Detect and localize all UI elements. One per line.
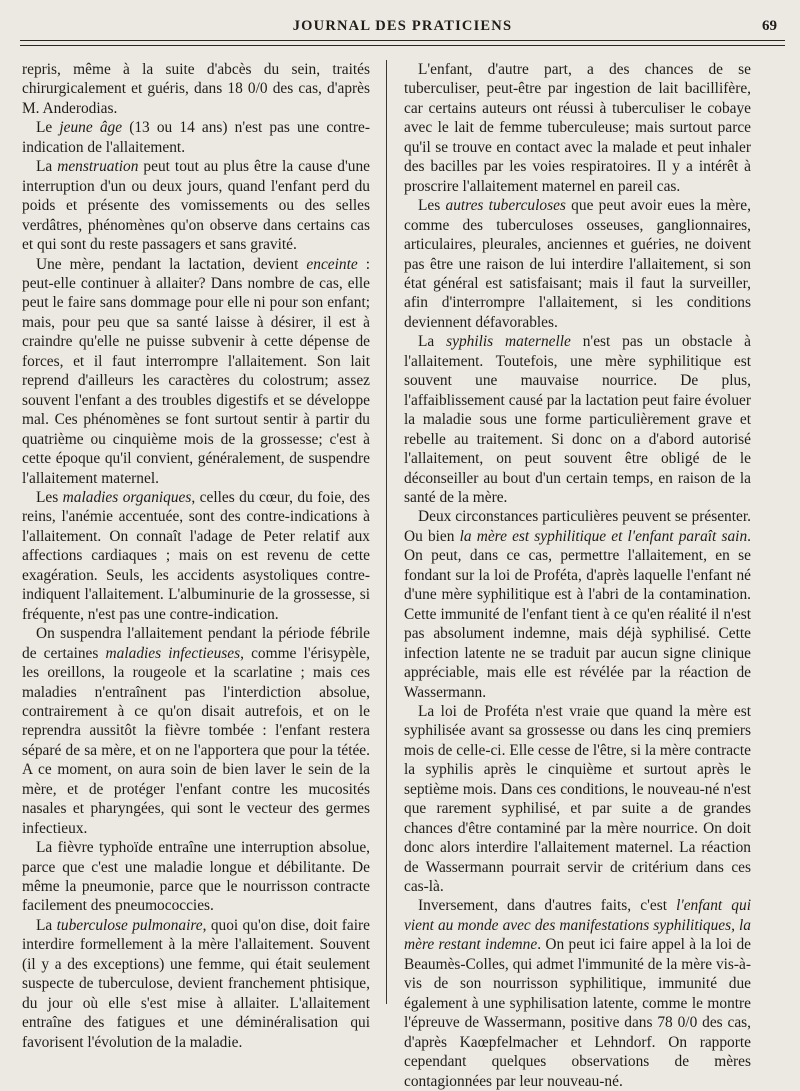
emphasis-text: syphilis maternelle — [446, 333, 571, 351]
emphasis-text: autres tuberculoses — [445, 197, 566, 215]
column-divider — [386, 60, 387, 1004]
emphasis-text: la mère est syphilitique et l'enfant paraît sain — [459, 527, 748, 545]
paragraph-text: : peut-elle continuer à allaiter? Dans nombre de cas, elle peut le faire sans dommage pour elle ni pour son enfant; mais, pour peu que sa santé laisse à désirer, il est à craindre qu'elle ne puisse subvenir à cette dépense de forces, et il faut interrompre l'allaitement. Son lait reprend d'ailleurs les caractères du colostrum; assez souvent l'enfant a des troubles digestifs et se développe mal. Ces phénomènes se font surtout sentir à partir du quatrième ou cinquième mois de la grossesse; c'est à cette époque qu'il convient, généralement, de suspendre l'allaitement maternel. — [22, 255, 371, 487]
paragraph-text: Les — [418, 197, 446, 215]
emphasis-text: maladies infectieuses — [105, 644, 241, 662]
emphasis-text: maladies organiques — [62, 488, 192, 506]
paragraph — [404, 332, 751, 507]
paragraph — [22, 624, 370, 838]
paragraph-text: , quoi qu'on dise, doit faire interdire formellement à la mère l'allaitement. Souvent (il y a des exceptions) une femme, qui était seulement suspecte de tuberculose, devient franchement phtisique, du jour où elle s'est mise à allaiter. L'allaitement entraîne des fatigues et une déminéralisation qui favorisent l'évolution de la maladie. — [22, 916, 370, 1051]
paragraph-text: La fièvre typhoïde entraîne une interruption absolue, parce que c'est une maladie longue et débilitante. De même la pneumonie, parce que le nourrisson contracte facilement des pneumococcies. — [22, 839, 370, 915]
paragraph — [22, 118, 370, 157]
emphasis-text: jeune âge — [59, 119, 123, 137]
paragraph — [22, 838, 370, 916]
paragraph — [22, 157, 370, 254]
paragraph — [22, 60, 370, 118]
paragraph — [22, 916, 370, 1052]
paragraph-text: , comme l'érisypèle, les oreillons, la rougeole et la scarlatine ; mais ces maladies n'entraînent pas l'interdiction absolue, contrairement à ce qu'on disait autrefois, et on le reprendra aussitôt la fièvre tombée : l'enfant restera séparé de sa mère, et on ne l'apportera que pour la tétée. A ce moment, on aura soin de bien laver le sein de la mère, et de protéger l'enfant contre les mucosités nasales et pharyngées, qui sont le vecteur des germes infectieux. — [22, 644, 370, 837]
paragraph-text: . On peut, dans ce cas, permettre l'allaitement, en se fondant sur la loi de Proféta, d'après laquelle l'enfant né d'une mère syphilitique est à l'abri de la contamination. Cette immunité de l'enfant tient à ce qu'en réalité il n'est pas absolument indemne, mais déjà syphilisé. Cette infection latente ne se traduit par aucun signe clinique appréciable, mais elle est révélée par la réaction de Wassermann. — [404, 527, 751, 701]
paragraph — [404, 60, 751, 196]
emphasis-text: tuberculose pulmonaire — [56, 916, 203, 934]
emphasis-text: enceinte — [306, 255, 358, 273]
emphasis-text: l'enfant qui vient au monde avec des manifestations syphilitiques, la mère restant indemne — [404, 897, 751, 954]
paragraph — [404, 196, 751, 332]
right-column — [404, 60, 751, 1091]
paragraph-text: La — [36, 916, 57, 934]
paragraph-text: peut tout au plus être la cause d'une interruption d'un ou deux jours, quand l'enfant perd du poids et présente des vomissements ou des selles verdâtres, phénomènes qu'on observe dans certains cas et qui sont du reste passagers et sans gravité. — [22, 158, 370, 254]
page-number: 69 — [762, 18, 777, 34]
paragraph-text: n'est pas un obstacle à l'allaitement. Toutefois, une mère syphilitique est souvent une mauvaise nourrice. De plus, l'affaiblissement causé par la lactation peut faire évoluer la maladie sous une forme particulièrement grave et rebelle au traitement. Si donc on a d'abord autorisé l'allaitement, on peut souvent être obligé de le déconseiller au bout d'un certain temps, en raison de la santé de la mère. — [404, 333, 751, 506]
paragraph — [404, 507, 751, 702]
paragraph-text: La — [36, 158, 58, 176]
paragraph-text: repris, même à la suite d'abcès du sein, traités chirurgicalement et guéris, dans 18 0/0 des cas, d'après M. Anderodias. — [22, 61, 370, 117]
paragraph-text: La — [418, 333, 447, 351]
paragraph-text: La loi de Proféta n'est vraie que quand la mère est syphilisée avant sa grossesse ou dans les cinq premiers mois de celle-ci. Elle cesse de l'être, si la mère contracte la syphilis après le cinquième et surtout après le septième mois. Dans ces conditions, le nouveau-né n'est que rarement syphilisé, et par suite a de grandes chances d'être contaminé par la mère nourrice. On doit donc alors interdire l'allaitement maternel. La réaction de Wassermann pourrait servir de critérium dans ces cas-là. — [404, 702, 751, 896]
paragraph-text: L'enfant, d'autre part, a des chances de se tuberculiser, peut-être par ingestion de lait bacillifère, car certains auteurs ont réussi à tuberculiser le cobaye avec le lait de femme tuberculeuse; mais surtout parce qu'il se trouve en contact avec la malade et peut inhaler des bacilles par les voies respiratoires. Il y a intérêt à proscrire l'allaitement maternel en pareil cas. — [404, 61, 751, 195]
paragraph-text: . On peut ici faire appel à la loi de Beaumès-Colles, qui admet l'immunité de la mère vis-à-vis de son nourrisson syphilitique, immunité due également à une syphilisation latente, comme le montre l'épreuve de Wassermann, positive dans 78 0/0 des cas, d'après Kaœpfelmacher et Lehndorf. On rapporte cependant quelques observations de mères contagionnées par leur nouveau-né. — [404, 936, 751, 1090]
header-rule — [20, 45, 785, 46]
paragraph — [404, 896, 751, 1091]
left-column — [22, 60, 370, 1052]
paragraph-text: Deux circonstances particulières peuvent se présenter. Ou bien — [404, 508, 751, 545]
paragraph — [22, 488, 370, 624]
paragraph-text: Le — [36, 119, 60, 137]
paragraph-text: que peut avoir eues la mère, comme des tuberculoses osseuses, ganglionnaires, articulaires, pleurales, anciennes et guéries, ne doivent pas être une raison de lui interdire l'allaitement, si son état général est satisfaisant; mais il faut la surveiller, afin d'interrompre l'allaitement, si les conditions deviennent défavorables. — [404, 197, 751, 331]
paragraph-text: (13 ou 14 ans) n'est pas une contre-indication de l'allaitement. — [22, 119, 370, 156]
paragraph — [22, 255, 370, 488]
emphasis-text: menstruation — [57, 158, 139, 176]
running-header — [20, 18, 785, 41]
paragraph — [404, 702, 751, 897]
paragraph-text: Une mère, pendant la lactation, devient — [36, 255, 307, 273]
paragraph-text: , celles du cœur, du foie, des reins, l'anémie accentuée, sont des contre-indications à l'allaitement. On connaît l'adage de Peter relatif aux affections cardiaques ; mais on est revenu de cette exagération. Seuls, les accidents asystoliques contre-indiquent l'allaitement. L'albuminurie de la grossesse, si fréquente, n'est pas une contre-indication. — [22, 488, 370, 623]
journal-title: JOURNAL DES PRATICIENS — [292, 18, 513, 34]
paragraph-text: Inversement, dans d'autres faits, c'est — [418, 897, 677, 915]
paragraph-text: Les — [36, 488, 63, 506]
paragraph-text: On suspendra l'allaitement pendant la période fébrile de certaines — [22, 625, 370, 662]
